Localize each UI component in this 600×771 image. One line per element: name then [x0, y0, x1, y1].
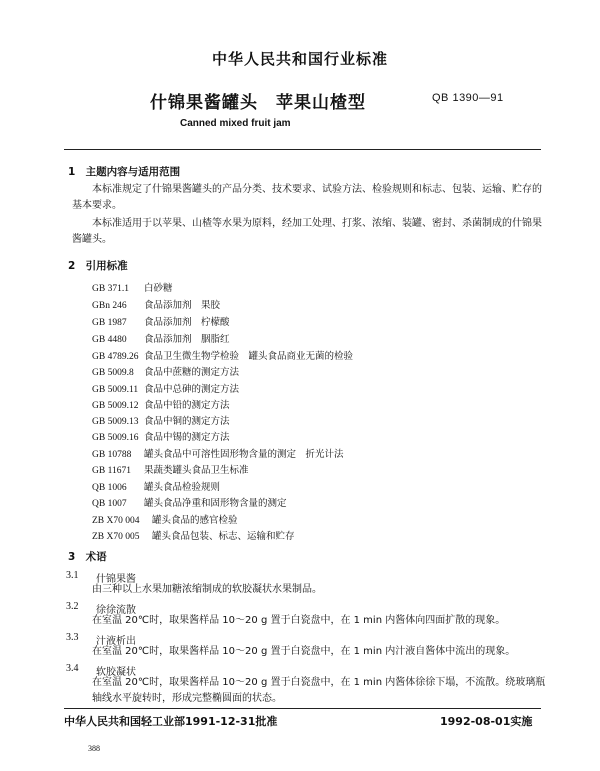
ref-code: ZB X70 005: [92, 532, 140, 542]
section-1-heading: [68, 164, 180, 179]
ref-name: 白砂糖: [144, 283, 173, 294]
ref-code: QB 1006: [92, 483, 127, 493]
ref-code: GB 5009.12: [92, 401, 139, 411]
ref-name: 食品添加剂 果胶: [144, 300, 221, 311]
ref-item: [92, 314, 230, 328]
ref-name: 罐头食品中可溶性固形物含量的测定 折光计法: [144, 449, 344, 460]
standard-code: QB 1390—91: [432, 92, 504, 104]
term-definition: 由三种以上水果加糖浓缩制成的软胶凝状水果制品。: [92, 584, 322, 595]
ref-name: 食品中蔗糖的测定方法: [144, 367, 240, 378]
ref-item: [92, 528, 295, 542]
ref-item: [92, 512, 238, 526]
english-subtitle: Canned mixed fruit jam: [180, 118, 291, 129]
ref-name: 食品添加剂 柠檬酸: [144, 317, 230, 328]
ref-name: 食品中锡的测定方法: [144, 432, 230, 443]
ref-name: 罐头食品检验规则: [144, 482, 221, 493]
term-definition: 在室温 20℃时，取果酱样品 10～20 g 置于白瓷盘中，在 1 min 内酱体徐徐下塌，不流散。绕玻璃瓶轴线水平旋转时，形成完整椭圆面的状态。: [92, 677, 546, 704]
ref-code: QB 1007: [92, 499, 127, 509]
approval-info: 中华人民共和国轻工业部1991-12-31批准: [64, 715, 278, 728]
effective-date: 1992-08-01实施: [440, 715, 533, 728]
ref-item: [92, 462, 249, 476]
ref-item: [92, 397, 230, 411]
document-title: 什锦果酱罐头 苹果山楂型: [150, 93, 366, 113]
section-title: 术语: [85, 551, 107, 563]
ref-code: GB 5009.13: [92, 417, 139, 427]
term-number: 3.3: [66, 632, 79, 643]
ref-item: [92, 495, 287, 509]
term-number: 3.1: [66, 570, 79, 581]
ref-item: [92, 280, 173, 294]
ref-code: GB 11671: [92, 466, 131, 476]
term-name: 徐徐流散: [96, 605, 136, 616]
section-1-paragraph-1: 本标准规定了什锦果酱罐头的产品分类、技术要求、试验方法、检验规则和标志、包装、运输、贮存的基本要求。: [72, 184, 542, 211]
term-number: 3.4: [66, 663, 79, 674]
ref-item: [92, 479, 220, 493]
footer-divider: [64, 708, 541, 709]
ref-name: 罐头食品包装、标志、运输和贮存: [152, 531, 295, 542]
ref-item: [92, 364, 239, 378]
section-number: 2: [68, 260, 76, 272]
ref-item: [92, 297, 220, 311]
term-name: 软胶凝状: [96, 667, 136, 678]
ref-code: GB 4480: [92, 335, 127, 345]
ref-item: [92, 331, 230, 345]
term-name: 汁液析出: [96, 636, 136, 647]
term-name: 什锦果酱: [96, 574, 136, 585]
ref-name: 果蔬类罐头食品卫生标准: [144, 465, 249, 476]
ref-item: [92, 429, 230, 443]
ref-code: GB 5009.8: [92, 368, 134, 378]
term-definition: 在室温 20℃时，取果酱样品 10～20 g 置于白瓷盘中，在 1 min 内酱体向四面扩散的现象。: [92, 615, 506, 626]
section-2-heading: [68, 258, 128, 273]
ref-name: 食品中铜的测定方法: [144, 416, 230, 427]
ref-code: GBn 246: [92, 301, 127, 311]
ref-code: GB 4789.26: [92, 352, 139, 362]
ref-code: ZB X70 004: [92, 516, 140, 526]
term-definition: 在室温 20℃时，取果酱样品 10～20 g 置于白瓷盘中，在 1 min 内汁液自酱体中流出的现象。: [92, 646, 516, 657]
ref-name: 食品卫生微生物学检验 罐头食品商业无菌的检验: [144, 351, 354, 362]
ref-code: GB 10788: [92, 450, 132, 460]
header-divider: [64, 149, 541, 150]
term-number: 3.2: [66, 601, 79, 612]
section-title: 主题内容与适用范围: [85, 166, 181, 178]
ref-code: GB 5009.11: [92, 385, 139, 395]
ref-item: [92, 413, 230, 427]
ref-name: 食品中总砷的测定方法: [144, 384, 240, 395]
section-1-paragraph-2: 本标准适用于以苹果、山楂等水果为原料，经加工处理、打浆、浓缩、装罐、密封、杀菌制成的什锦果酱罐头。: [72, 218, 542, 245]
section-3-heading: [68, 549, 107, 564]
section-number: 1: [68, 166, 76, 178]
section-title: 引用标准: [85, 260, 128, 272]
page-number: 388: [88, 744, 100, 753]
ref-item: [92, 348, 353, 362]
ref-name: 食品中铅的测定方法: [144, 400, 230, 411]
ref-name: 食品添加剂 胭脂红: [144, 334, 230, 345]
ref-code: GB 1987: [92, 318, 127, 328]
ref-item: [92, 381, 239, 395]
ref-item: [92, 446, 344, 460]
standard-org-header: 中华人民共和国行业标准: [211, 50, 388, 68]
ref-code: GB 5009.16: [92, 433, 139, 443]
ref-name: 罐头食品的感官检验: [152, 515, 238, 526]
ref-code: GB 371.1: [92, 284, 129, 294]
section-number: 3: [68, 551, 76, 563]
ref-name: 罐头食品净重和固形物含量的测定: [144, 498, 287, 509]
